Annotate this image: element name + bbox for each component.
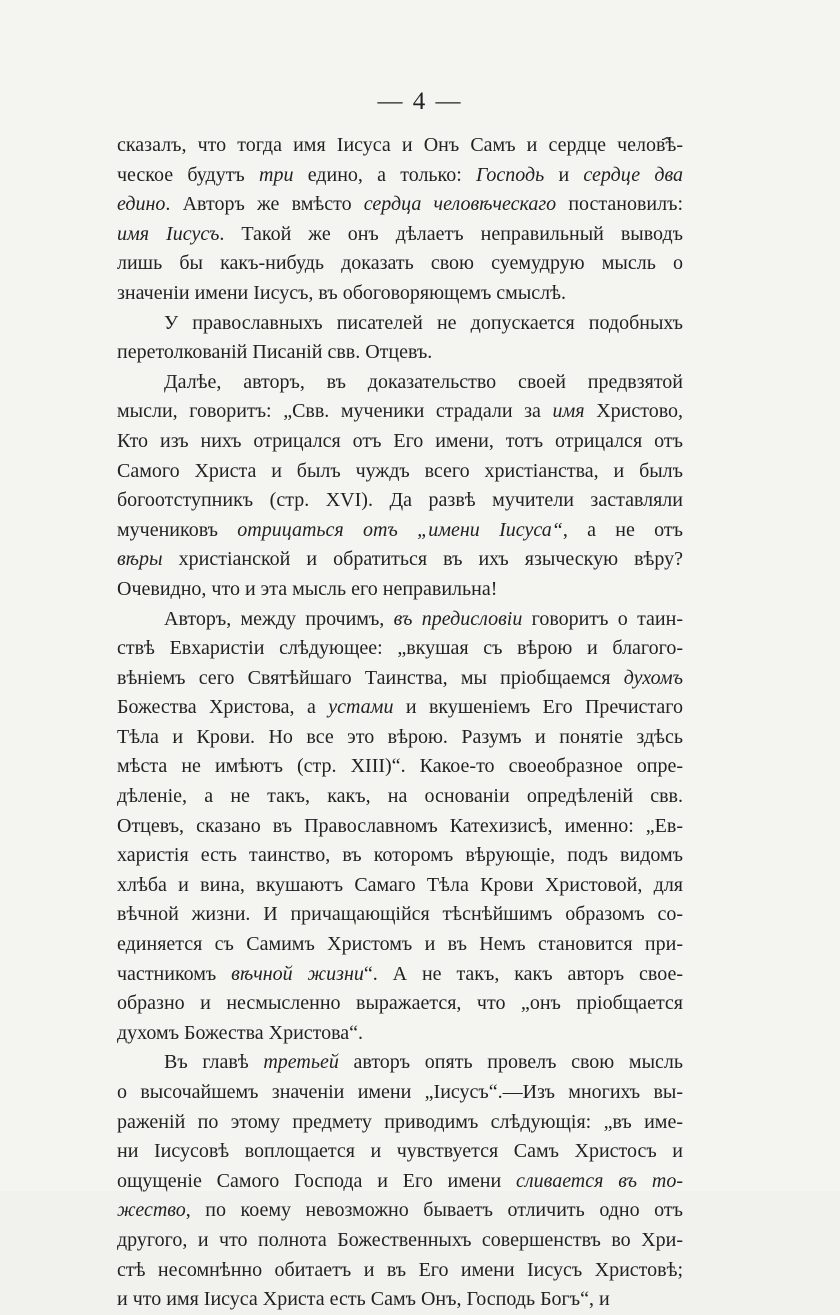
text-line: мѣста не имѣютъ (стр. XIII)“. Какое-то своеобразное опре- bbox=[117, 755, 683, 778]
text-line: перетолкованій Писаній свв. Отцевъ. bbox=[117, 341, 433, 364]
paragraph bbox=[117, 368, 683, 605]
text-line: хлѣба и вина, вкушаютъ Самаго Тѣла Крови Христовой, для bbox=[117, 873, 683, 896]
text-line: ни Іисусовѣ воплощается и чувствуется Самъ Христосъ и bbox=[117, 1140, 683, 1163]
text-line: богоотступникъ (стр. XVI). Да развѣ мучители заставляли bbox=[117, 489, 683, 512]
text-line: ческое будутъ три едино, а только: Господь и сердце два bbox=[117, 163, 684, 186]
text-line: духомъ Божества Христова“. bbox=[117, 1021, 364, 1044]
paragraph bbox=[117, 131, 683, 309]
text-line: ощущеніе Самого Господа и Его имени сливается въ то- bbox=[117, 1169, 683, 1192]
text-line: Божества Христова, а устами и вкушеніемъ Его Пречистаго bbox=[117, 696, 683, 719]
paragraph bbox=[117, 605, 683, 1049]
text-line: вѣчной жизни. И причащающійся тѣснѣйшимъ образомъ со- bbox=[117, 903, 683, 926]
text-line: харистія есть таинство, въ которомъ вѣрующіе, подъ видомъ bbox=[117, 844, 683, 867]
text-line: Кто изъ нихъ отрицался отъ Его имени, тотъ отрицался отъ bbox=[117, 429, 683, 452]
text-line: мысли, говоритъ: „Свв. мученики страдали за имя Христово, bbox=[117, 400, 683, 423]
text-line: ствѣ Евхаристіи слѣдующее: „вкушая съ вѣрою и благого- bbox=[117, 637, 683, 660]
text-line: Тѣла и Крови. Но все это вѣрою. Разумъ и понятіе здѣсь bbox=[117, 725, 683, 748]
text-line: Далѣе, авторъ, въ доказательство своей предвзятой bbox=[164, 370, 683, 393]
text-line: другого, и что полнота Божественныхъ совершенствъ во Хри- bbox=[117, 1228, 683, 1251]
text-line: жество, по коему невозможно бываетъ отличить одно отъ bbox=[117, 1199, 683, 1222]
text-line: вѣніемъ сего Святѣйшаго Таинства, мы пріобщаемся духомъ bbox=[117, 666, 683, 689]
text-line: едино. Авторъ же вмѣсто сердца человѣческаго постановилъ: bbox=[117, 193, 684, 216]
text-line: о высочайшемъ значеніи имени „Іисусъ“.—Изъ многихъ вы- bbox=[117, 1081, 683, 1103]
text-line: вѣры христіанской и обратиться въ ихъ языческую вѣру? bbox=[117, 548, 683, 571]
text-line: У православныхъ писателей не допускается подобныхъ bbox=[164, 311, 683, 334]
page-number: — 4 — bbox=[377, 88, 463, 115]
text-line: лишь бы какъ-нибудь доказать свою суемудрую мысль о bbox=[117, 252, 683, 275]
text-line: единяется съ Самимъ Христомъ и въ Немъ становится при- bbox=[117, 933, 683, 956]
text-line: Въ главѣ третьей авторъ опять провелъ свою мысль bbox=[164, 1051, 683, 1074]
text-line: мучениковъ отрицаться отъ „имени Іисуса“, а не отъ bbox=[117, 518, 683, 541]
text-line: дѣленіе, а не такъ, какъ, на основаніи опредѣленій свв. bbox=[117, 785, 683, 808]
paragraph bbox=[117, 309, 683, 368]
text-line: имя Іисусъ. Такой же онъ дѣлаетъ неправильный выводъ bbox=[117, 222, 683, 245]
text-line: частникомъ вѣчной жизни“. А не такъ, какъ авторъ свое- bbox=[117, 962, 683, 985]
body-text bbox=[117, 131, 683, 1315]
text-line: и что имя Іисуса Христа есть Самъ Онъ, Господь Богъ“, и bbox=[117, 1288, 610, 1311]
paragraph bbox=[117, 1048, 683, 1314]
text-line: Очевидно, что и эта мысль его неправильна! bbox=[117, 577, 498, 600]
text-line: Авторъ, между прочимъ, въ предисловіи говоритъ о таин- bbox=[164, 607, 683, 630]
text-line: стѣ несомнѣнно обитаетъ и въ Его имени Іисусъ Христовѣ; bbox=[117, 1258, 683, 1281]
text-line: сказалъ, что тогда имя Іисуса и Онъ Самъ и сердце челов҄ѣ- bbox=[117, 134, 683, 156]
text-line: Отцевъ, сказано въ Православномъ Катехизисѣ, именно: „Ев- bbox=[117, 814, 683, 837]
text-line: раженій по этому предмету приводимъ слѣдующія: „въ име- bbox=[117, 1110, 683, 1133]
text-line: Самого Христа и былъ чуждъ всего христіанства, и былъ bbox=[117, 459, 683, 482]
text-line: образно и несмысленно выражается, что „онъ пріобщается bbox=[117, 992, 683, 1015]
text-line: значеніи имени Іисусъ, въ обоговоряющемъ смыслѣ. bbox=[117, 281, 566, 304]
